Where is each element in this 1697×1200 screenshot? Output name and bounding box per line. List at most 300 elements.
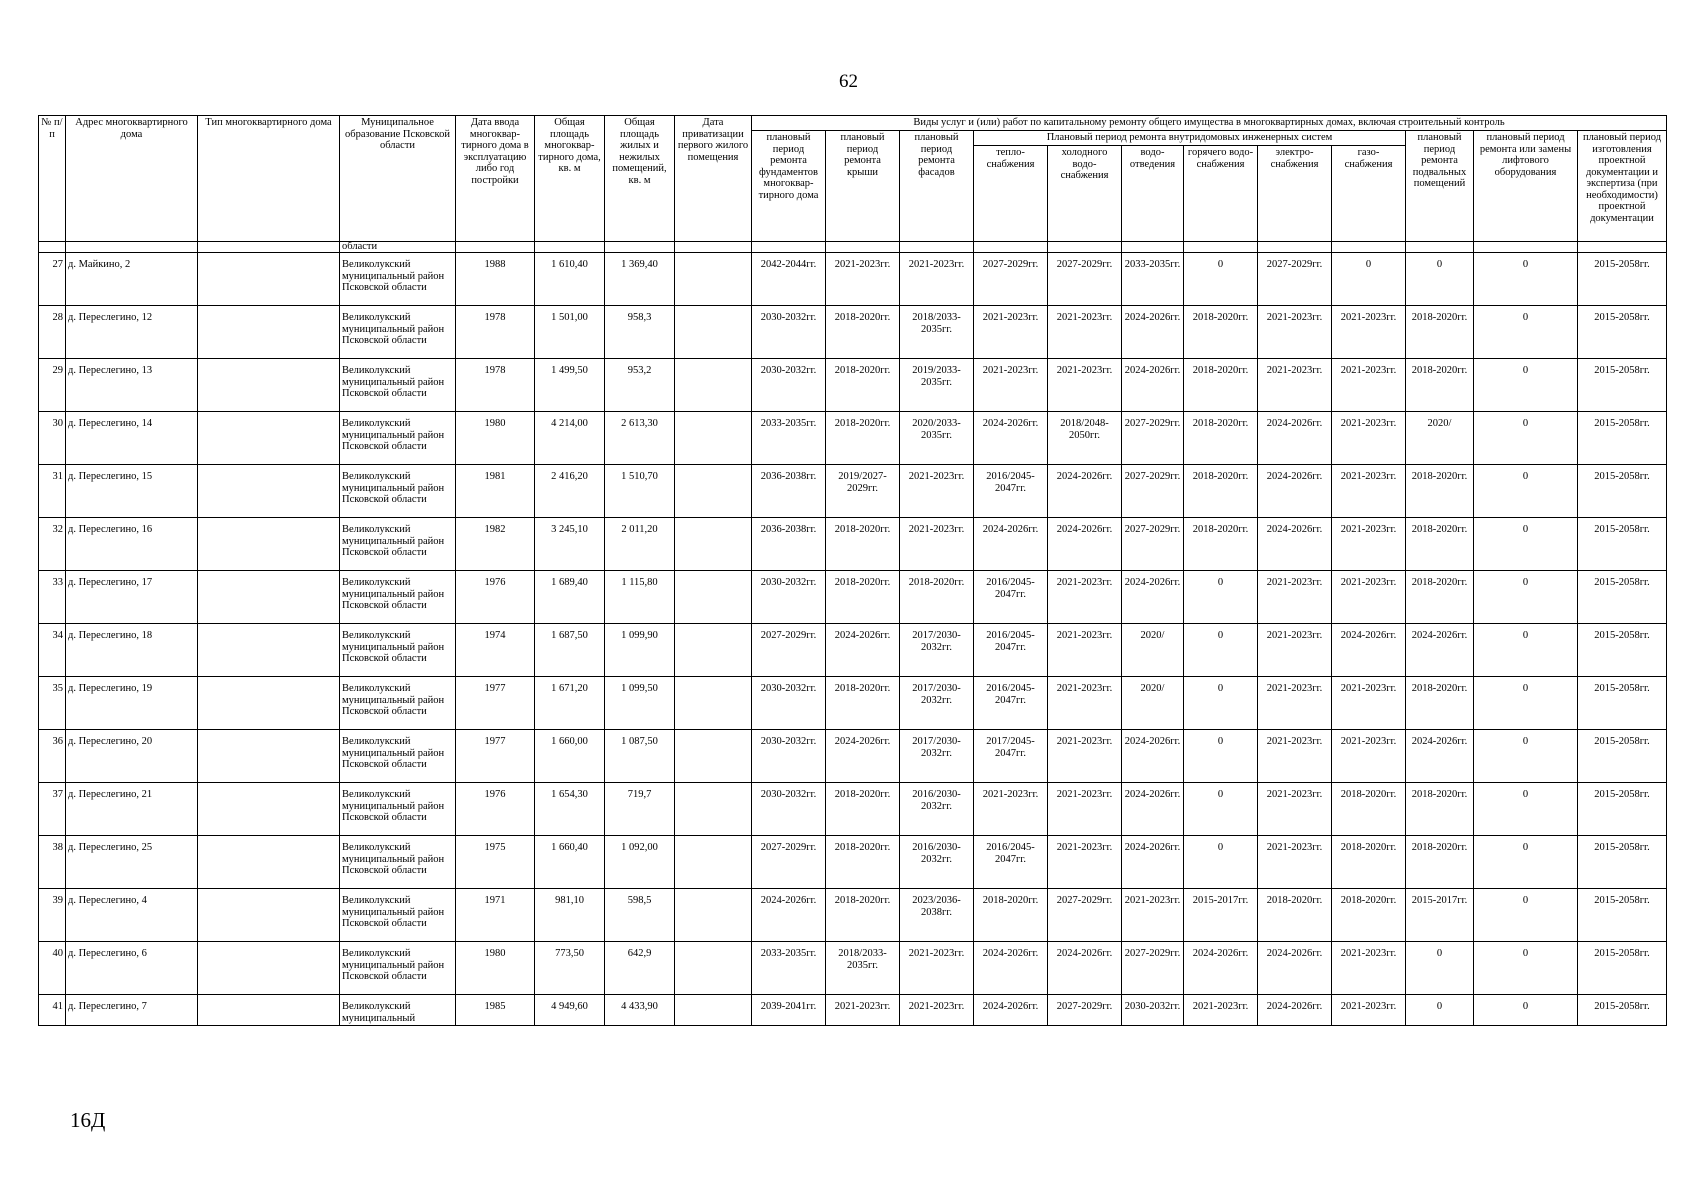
row-facade: 2021-2023гг. (900, 253, 974, 306)
row-address: д. Переслегино, 16 (66, 518, 198, 571)
row-heat: 2018-2020гг. (974, 889, 1048, 942)
row-gas: 2018-2020гг. (1332, 836, 1406, 889)
row-privatization-date (675, 412, 752, 465)
row-foundation: 2033-2035гг. (752, 412, 826, 465)
row-elevator: 0 (1474, 571, 1578, 624)
header-engineering-group: Плановый период ремонта внутридомовых инженерных систем (974, 131, 1406, 146)
row-facade: 2018/2033-2035гг. (900, 306, 974, 359)
row-number: 27 (39, 253, 66, 306)
row-roof: 2018-2020гг. (826, 359, 900, 412)
row-sewer: 2027-2029гг. (1122, 465, 1184, 518)
row-hot-water: 2021-2023гг. (1184, 995, 1258, 1026)
row-design: 2015-2058гг. (1578, 783, 1667, 836)
table-row (39, 571, 1667, 624)
row-privatization-date (675, 783, 752, 836)
row-heat: 2016/2045-2047гг. (974, 571, 1048, 624)
row-elevator: 0 (1474, 624, 1578, 677)
row-cold-water: 2021-2023гг. (1048, 624, 1122, 677)
row-address: д. Переслегино, 4 (66, 889, 198, 942)
row-living-area: 642,9 (605, 942, 675, 995)
row-facade: 2019/2033-2035гг. (900, 359, 974, 412)
row-living-area: 953,2 (605, 359, 675, 412)
header-basement: плановый период ремонта подвальных помещений (1406, 131, 1474, 242)
table-row (39, 730, 1667, 783)
row-municipality: Великолукский муниципальный район Псковской области (340, 836, 456, 889)
row-cold-water: 2021-2023гг. (1048, 677, 1122, 730)
continuation-row (39, 242, 1667, 253)
row-privatization-date (675, 465, 752, 518)
row-roof: 2018/2033-2035гг. (826, 942, 900, 995)
row-municipality: Великолукский муниципальный район Псковской области (340, 889, 456, 942)
row-heat: 2027-2029гг. (974, 253, 1048, 306)
row-basement: 2020/ (1406, 412, 1474, 465)
row-number: 36 (39, 730, 66, 783)
row-number: 28 (39, 306, 66, 359)
row-municipality: Великолукский муниципальный (340, 995, 456, 1026)
row-elevator: 0 (1474, 783, 1578, 836)
row-living-area: 4 433,90 (605, 995, 675, 1026)
row-facade: 2017/2030-2032гг. (900, 624, 974, 677)
row-municipality: Великолукский муниципальный район Псковской области (340, 253, 456, 306)
row-total-area: 1 499,50 (535, 359, 605, 412)
row-commission-year: 1978 (456, 306, 535, 359)
row-basement: 0 (1406, 942, 1474, 995)
row-privatization-date (675, 836, 752, 889)
row-hot-water: 0 (1184, 624, 1258, 677)
row-elevator: 0 (1474, 518, 1578, 571)
row-privatization-date (675, 889, 752, 942)
row-address: д. Переслегино, 21 (66, 783, 198, 836)
row-gas: 2021-2023гг. (1332, 942, 1406, 995)
row-gas: 0 (1332, 253, 1406, 306)
row-sewer: 2033-2035гг. (1122, 253, 1184, 306)
row-electric: 2024-2026гг. (1258, 465, 1332, 518)
header-works-group: Виды услуг и (или) работ по капитальному ремонту общего имущества в многоквартирных домах, включая строительный контроль (752, 116, 1667, 131)
row-hot-water: 0 (1184, 677, 1258, 730)
header-type: Тип многоквартирного дома (198, 116, 340, 242)
row-address: д. Переслегино, 18 (66, 624, 198, 677)
row-municipality: Великолукский муниципальный район Псковской области (340, 677, 456, 730)
row-total-area: 1 654,30 (535, 783, 605, 836)
row-facade: 2023/2036-2038гг. (900, 889, 974, 942)
row-privatization-date (675, 677, 752, 730)
row-roof: 2021-2023гг. (826, 253, 900, 306)
row-elevator: 0 (1474, 889, 1578, 942)
row-total-area: 2 416,20 (535, 465, 605, 518)
row-type (198, 571, 340, 624)
row-foundation: 2030-2032гг. (752, 677, 826, 730)
row-design: 2015-2058гг. (1578, 889, 1667, 942)
table-row (39, 306, 1667, 359)
row-total-area: 1 660,40 (535, 836, 605, 889)
row-hot-water: 2015-2017гг. (1184, 889, 1258, 942)
row-design: 2015-2058гг. (1578, 306, 1667, 359)
row-heat: 2016/2045-2047гг. (974, 624, 1048, 677)
row-basement: 2018-2020гг. (1406, 359, 1474, 412)
row-type (198, 359, 340, 412)
row-address: д. Переслегино, 20 (66, 730, 198, 783)
row-commission-year: 1974 (456, 624, 535, 677)
row-roof: 2018-2020гг. (826, 518, 900, 571)
row-electric: 2021-2023гг. (1258, 730, 1332, 783)
row-municipality: Великолукский муниципальный район Псковской области (340, 730, 456, 783)
row-cold-water: 2021-2023гг. (1048, 730, 1122, 783)
row-design: 2015-2058гг. (1578, 412, 1667, 465)
row-facade: 2016/2030-2032гг. (900, 836, 974, 889)
row-type (198, 995, 340, 1026)
row-sewer: 2024-2026гг. (1122, 783, 1184, 836)
table-row (39, 783, 1667, 836)
row-electric: 2024-2026гг. (1258, 518, 1332, 571)
row-electric: 2021-2023гг. (1258, 306, 1332, 359)
header-elevator: плановый период ремонта или замены лифтового оборудования (1474, 131, 1578, 242)
row-roof: 2018-2020гг. (826, 677, 900, 730)
row-cold-water: 2021-2023гг. (1048, 836, 1122, 889)
row-basement: 2018-2020гг. (1406, 465, 1474, 518)
row-foundation: 2030-2032гг. (752, 306, 826, 359)
row-basement: 0 (1406, 253, 1474, 306)
row-elevator: 0 (1474, 730, 1578, 783)
header-privatization-date: Дата приватизации первого жилого помещения (675, 116, 752, 242)
row-electric: 2021-2023гг. (1258, 836, 1332, 889)
row-cold-water: 2021-2023гг. (1048, 359, 1122, 412)
row-sewer: 2024-2026гг. (1122, 571, 1184, 624)
row-gas: 2021-2023гг. (1332, 306, 1406, 359)
row-commission-year: 1988 (456, 253, 535, 306)
row-type (198, 677, 340, 730)
row-type (198, 942, 340, 995)
row-elevator: 0 (1474, 677, 1578, 730)
row-municipality: Великолукский муниципальный район Псковской области (340, 624, 456, 677)
row-cold-water: 2027-2029гг. (1048, 253, 1122, 306)
row-privatization-date (675, 995, 752, 1026)
row-facade: 2017/2030-2032гг. (900, 677, 974, 730)
row-foundation: 2042-2044гг. (752, 253, 826, 306)
row-sewer: 2024-2026гг. (1122, 306, 1184, 359)
row-number: 34 (39, 624, 66, 677)
row-municipality: Великолукский муниципальный район Псковской области (340, 412, 456, 465)
row-hot-water: 0 (1184, 253, 1258, 306)
row-address: д. Переслегино, 14 (66, 412, 198, 465)
row-living-area: 958,3 (605, 306, 675, 359)
row-municipality: Великолукский муниципальный район Псковской области (340, 306, 456, 359)
row-cold-water: 2027-2029гг. (1048, 889, 1122, 942)
row-design: 2015-2058гг. (1578, 836, 1667, 889)
row-sewer: 2024-2026гг. (1122, 836, 1184, 889)
row-number: 32 (39, 518, 66, 571)
row-type (198, 624, 340, 677)
row-living-area: 2 011,20 (605, 518, 675, 571)
row-electric: 2021-2023гг. (1258, 677, 1332, 730)
row-sewer: 2021-2023гг. (1122, 889, 1184, 942)
row-type (198, 412, 340, 465)
header-address: Адрес многоквартирного дома (66, 116, 198, 242)
row-sewer: 2027-2029гг. (1122, 518, 1184, 571)
row-privatization-date (675, 306, 752, 359)
row-privatization-date (675, 571, 752, 624)
row-foundation: 2024-2026гг. (752, 889, 826, 942)
row-sewer: 2027-2029гг. (1122, 942, 1184, 995)
row-gas: 2021-2023гг. (1332, 518, 1406, 571)
row-facade: 2021-2023гг. (900, 942, 974, 995)
row-total-area: 4 949,60 (535, 995, 605, 1026)
row-basement: 2015-2017гг. (1406, 889, 1474, 942)
row-total-area: 4 214,00 (535, 412, 605, 465)
row-electric: 2024-2026гг. (1258, 995, 1332, 1026)
row-foundation: 2036-2038гг. (752, 518, 826, 571)
header-hot-water: горячего водо-снабжения (1184, 146, 1258, 242)
row-gas: 2021-2023гг. (1332, 677, 1406, 730)
row-foundation: 2027-2029гг. (752, 624, 826, 677)
row-address: д. Майкино, 2 (66, 253, 198, 306)
row-heat: 2016/2045-2047гг. (974, 465, 1048, 518)
row-total-area: 1 610,40 (535, 253, 605, 306)
row-number: 33 (39, 571, 66, 624)
header-num: № п/п (39, 116, 66, 242)
row-heat: 2024-2026гг. (974, 995, 1048, 1026)
header-municipality: Муниципальное образование Псковской области (340, 116, 456, 242)
row-electric: 2027-2029гг. (1258, 253, 1332, 306)
row-elevator: 0 (1474, 836, 1578, 889)
row-basement: 2018-2020гг. (1406, 783, 1474, 836)
row-design: 2015-2058гг. (1578, 624, 1667, 677)
header-living-area: Общая площадь жилых и нежилых помещений, кв. м (605, 116, 675, 242)
header-sewer: водо-отведения (1122, 146, 1184, 242)
header-heat: тепло-снабжения (974, 146, 1048, 242)
row-commission-year: 1980 (456, 412, 535, 465)
row-type (198, 518, 340, 571)
row-elevator: 0 (1474, 412, 1578, 465)
row-type (198, 836, 340, 889)
row-elevator: 0 (1474, 995, 1578, 1026)
row-address: д. Переслегино, 15 (66, 465, 198, 518)
table-row (39, 836, 1667, 889)
row-gas: 2018-2020гг. (1332, 889, 1406, 942)
row-roof: 2018-2020гг. (826, 571, 900, 624)
continuation-municipality: области (340, 242, 456, 253)
row-heat: 2021-2023гг. (974, 306, 1048, 359)
row-living-area: 1 099,50 (605, 677, 675, 730)
row-privatization-date (675, 518, 752, 571)
row-sewer: 2027-2029гг. (1122, 412, 1184, 465)
row-privatization-date (675, 253, 752, 306)
row-living-area: 2 613,30 (605, 412, 675, 465)
row-cold-water: 2018/2048-2050гг. (1048, 412, 1122, 465)
row-facade: 2020/2033-2035гг. (900, 412, 974, 465)
row-facade: 2016/2030-2032гг. (900, 783, 974, 836)
row-commission-year: 1978 (456, 359, 535, 412)
row-foundation: 2030-2032гг. (752, 359, 826, 412)
row-cold-water: 2024-2026гг. (1048, 465, 1122, 518)
row-number: 37 (39, 783, 66, 836)
row-hot-water: 2018-2020гг. (1184, 518, 1258, 571)
header-roof: плановый период ремонта крыши (826, 131, 900, 242)
row-total-area: 981,10 (535, 889, 605, 942)
row-hot-water: 2018-2020гг. (1184, 306, 1258, 359)
row-design: 2015-2058гг. (1578, 359, 1667, 412)
row-living-area: 1 092,00 (605, 836, 675, 889)
table-row (39, 518, 1667, 571)
row-municipality: Великолукский муниципальный район Псковской области (340, 359, 456, 412)
row-gas: 2021-2023гг. (1332, 995, 1406, 1026)
row-type (198, 783, 340, 836)
row-basement: 2018-2020гг. (1406, 677, 1474, 730)
row-address: д. Переслегино, 25 (66, 836, 198, 889)
row-cold-water: 2021-2023гг. (1048, 571, 1122, 624)
footer-code: 16Д (70, 1108, 106, 1132)
row-commission-year: 1976 (456, 783, 535, 836)
row-commission-year: 1976 (456, 571, 535, 624)
row-hot-water: 0 (1184, 730, 1258, 783)
row-cold-water: 2024-2026гг. (1048, 518, 1122, 571)
row-hot-water: 0 (1184, 783, 1258, 836)
table-row (39, 889, 1667, 942)
row-cold-water: 2021-2023гг. (1048, 306, 1122, 359)
row-number: 41 (39, 995, 66, 1026)
capital-repair-table (38, 115, 1667, 1026)
row-sewer: 2020/ (1122, 624, 1184, 677)
row-heat: 2021-2023гг. (974, 783, 1048, 836)
row-roof: 2018-2020гг. (826, 412, 900, 465)
row-total-area: 1 501,00 (535, 306, 605, 359)
row-heat: 2021-2023гг. (974, 359, 1048, 412)
row-living-area: 1 099,90 (605, 624, 675, 677)
row-total-area: 1 687,50 (535, 624, 605, 677)
row-total-area: 1 689,40 (535, 571, 605, 624)
row-foundation: 2030-2032гг. (752, 783, 826, 836)
row-living-area: 1 510,70 (605, 465, 675, 518)
row-living-area: 1 087,50 (605, 730, 675, 783)
header-foundation: плановый период ремонта фундаментов многоквар-тирного дома (752, 131, 826, 242)
row-number: 30 (39, 412, 66, 465)
row-heat: 2017/2045-2047гг. (974, 730, 1048, 783)
row-commission-year: 1977 (456, 677, 535, 730)
row-gas: 2021-2023гг. (1332, 412, 1406, 465)
row-total-area: 773,50 (535, 942, 605, 995)
row-electric: 2021-2023гг. (1258, 359, 1332, 412)
row-electric: 2018-2020гг. (1258, 889, 1332, 942)
header-total-area: Общая площадь многоквар-тирного дома, кв. м (535, 116, 605, 242)
row-commission-year: 1985 (456, 995, 535, 1026)
row-living-area: 719,7 (605, 783, 675, 836)
row-sewer: 2024-2026гг. (1122, 359, 1184, 412)
row-number: 35 (39, 677, 66, 730)
row-heat: 2016/2045-2047гг. (974, 836, 1048, 889)
row-facade: 2017/2030-2032гг. (900, 730, 974, 783)
row-hot-water: 0 (1184, 836, 1258, 889)
row-address: д. Переслегино, 12 (66, 306, 198, 359)
row-gas: 2024-2026гг. (1332, 624, 1406, 677)
table-row (39, 942, 1667, 995)
row-living-area: 598,5 (605, 889, 675, 942)
row-design: 2015-2058гг. (1578, 465, 1667, 518)
row-design: 2015-2058гг. (1578, 995, 1667, 1026)
header-gas: газо-снабжения (1332, 146, 1406, 242)
row-municipality: Великолукский муниципальный район Псковской области (340, 465, 456, 518)
row-type (198, 306, 340, 359)
row-elevator: 0 (1474, 359, 1578, 412)
row-total-area: 3 245,10 (535, 518, 605, 571)
row-electric: 2021-2023гг. (1258, 783, 1332, 836)
row-commission-year: 1971 (456, 889, 535, 942)
row-privatization-date (675, 730, 752, 783)
header-commission-date: Дата ввода многоквар-тирного дома в эксплуатацию либо год постройки (456, 116, 535, 242)
row-heat: 2016/2045-2047гг. (974, 677, 1048, 730)
row-commission-year: 1980 (456, 942, 535, 995)
header-cold-water: холодного водо-снабжения (1048, 146, 1122, 242)
row-commission-year: 1981 (456, 465, 535, 518)
row-design: 2015-2058гг. (1578, 253, 1667, 306)
row-electric: 2024-2026гг. (1258, 412, 1332, 465)
row-hot-water: 2018-2020гг. (1184, 465, 1258, 518)
row-facade: 2021-2023гг. (900, 518, 974, 571)
row-number: 39 (39, 889, 66, 942)
row-type (198, 730, 340, 783)
row-facade: 2018-2020гг. (900, 571, 974, 624)
row-basement: 2024-2026гг. (1406, 624, 1474, 677)
row-elevator: 0 (1474, 306, 1578, 359)
row-basement: 2018-2020гг. (1406, 518, 1474, 571)
row-gas: 2021-2023гг. (1332, 571, 1406, 624)
row-total-area: 1 671,20 (535, 677, 605, 730)
row-gas: 2021-2023гг. (1332, 730, 1406, 783)
row-type (198, 253, 340, 306)
row-gas: 2018-2020гг. (1332, 783, 1406, 836)
row-elevator: 0 (1474, 465, 1578, 518)
row-facade: 2021-2023гг. (900, 465, 974, 518)
row-number: 31 (39, 465, 66, 518)
row-basement: 2018-2020гг. (1406, 571, 1474, 624)
row-roof: 2018-2020гг. (826, 889, 900, 942)
header-design: плановый период изготовления проектной документации и экспертиза (при необходимости) проектной документации (1578, 131, 1667, 242)
row-municipality: Великолукский муниципальный район Псковской области (340, 518, 456, 571)
row-commission-year: 1975 (456, 836, 535, 889)
row-sewer: 2020/ (1122, 677, 1184, 730)
row-address: д. Переслегино, 7 (66, 995, 198, 1026)
row-address: д. Переслегино, 17 (66, 571, 198, 624)
row-roof: 2021-2023гг. (826, 995, 900, 1026)
row-electric: 2021-2023гг. (1258, 571, 1332, 624)
row-roof: 2019/2027-2029гг. (826, 465, 900, 518)
table-row (39, 677, 1667, 730)
row-address: д. Переслегино, 13 (66, 359, 198, 412)
row-heat: 2024-2026гг. (974, 942, 1048, 995)
header-facade: плановый период ремонта фасадов (900, 131, 974, 242)
row-basement: 2024-2026гг. (1406, 730, 1474, 783)
row-roof: 2018-2020гг. (826, 783, 900, 836)
row-hot-water: 2018-2020гг. (1184, 412, 1258, 465)
row-basement: 2018-2020гг. (1406, 836, 1474, 889)
row-total-area: 1 660,00 (535, 730, 605, 783)
row-roof: 2024-2026гг. (826, 624, 900, 677)
row-hot-water: 0 (1184, 571, 1258, 624)
row-foundation: 2033-2035гг. (752, 942, 826, 995)
row-cold-water: 2027-2029гг. (1048, 995, 1122, 1026)
row-foundation: 2039-2041гг. (752, 995, 826, 1026)
table-row (39, 465, 1667, 518)
row-address: д. Переслегино, 19 (66, 677, 198, 730)
row-roof: 2018-2020гг. (826, 306, 900, 359)
row-design: 2015-2058гг. (1578, 730, 1667, 783)
row-cold-water: 2021-2023гг. (1048, 783, 1122, 836)
row-privatization-date (675, 359, 752, 412)
table-row (39, 412, 1667, 465)
table-row (39, 624, 1667, 677)
row-basement: 2018-2020гг. (1406, 306, 1474, 359)
row-sewer: 2024-2026гг. (1122, 730, 1184, 783)
row-municipality: Великолукский муниципальный район Псковской области (340, 942, 456, 995)
row-foundation: 2030-2032гг. (752, 730, 826, 783)
